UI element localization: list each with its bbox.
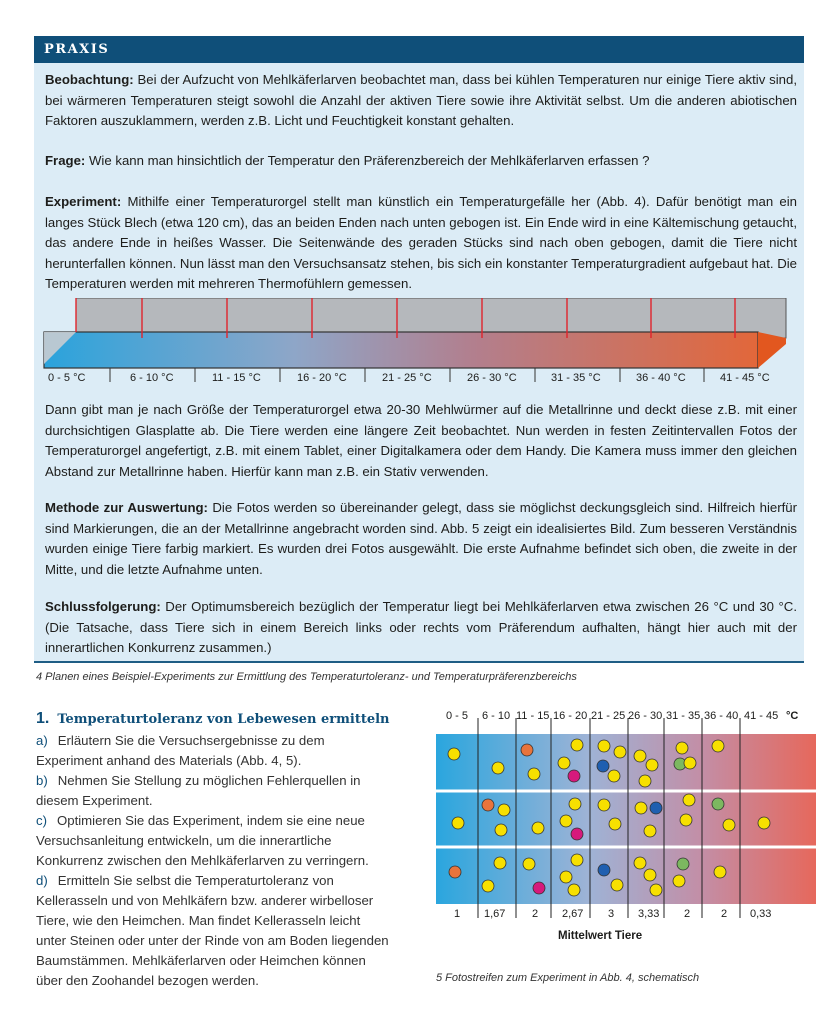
larva-dot [569, 798, 581, 810]
larva-dot [571, 854, 583, 866]
frage-label: Frage: [45, 153, 86, 168]
mean-values-row [438, 908, 818, 922]
mean-value: 1 [454, 908, 461, 920]
praxis-box [34, 36, 804, 663]
schlussfolgerung-paragraph [45, 597, 797, 659]
beobachtung-paragraph [45, 70, 797, 132]
organ-range-label: 36 - 40 °C [636, 372, 686, 384]
larva-dot [644, 869, 656, 881]
larva-dot [680, 814, 692, 826]
task-section [36, 709, 392, 991]
larva-dot [609, 818, 621, 830]
mean-value: 3,33 [638, 908, 660, 920]
larva-dot [758, 817, 770, 829]
organ-range-label: 6 - 10 °C [130, 372, 174, 384]
schlussfolgerung-label: Schlussfolgerung: [45, 599, 161, 614]
strip-range-header [438, 708, 818, 724]
larva-dot [521, 744, 533, 756]
task-item-text: Ermitteln Sie selbst die Temperaturtoleranz von Kellerasseln und von Mehlkäfern bzw. anderer wirbelloser Tiere, wie den Heimchen. Man findet Kellerasseln leicht unter Steinen oder unter der Rinde von am Boden liegenden Baumstämmen. Mehlkäferlarven oder Heimchen können über den Zoohandel bezogen werden. [36, 873, 389, 988]
strip-range-label: 0 - 5 [446, 710, 469, 722]
strip-range-label: 6 - 10 [482, 710, 511, 722]
larva-dot [598, 740, 610, 752]
organ-range-label: 16 - 20 °C [297, 372, 347, 384]
methode-paragraph [45, 498, 797, 580]
mean-value: 3 [608, 908, 615, 920]
larva-dot [597, 760, 609, 772]
larva-dot [673, 875, 685, 887]
organ-range-label: 21 - 25 °C [382, 372, 432, 384]
larva-dot [650, 802, 662, 814]
organ-hot-end [758, 332, 786, 368]
task-item-label: a) [36, 733, 48, 748]
organ-range-label: 41 - 45 °C [720, 372, 770, 384]
experiment-label: Experiment: [45, 194, 122, 209]
frage-text: Wie kann man hinsichtlich der Temperatur den Präferenzbereich der Mehlkäferlarven erfassen ? [85, 153, 650, 168]
larva-dot [614, 746, 626, 758]
strip-range-label: 16 - 20 [553, 710, 588, 722]
strip-range-label: 11 - 15 [516, 710, 550, 722]
larva-dot [684, 757, 696, 769]
larva-dot [639, 775, 651, 787]
larva-dot [492, 762, 504, 774]
larva-dot [634, 750, 646, 762]
task-item-label: c) [36, 813, 47, 828]
larva-dot [482, 799, 494, 811]
organ-range-label: 26 - 30 °C [467, 372, 517, 384]
task-item-text: Optimieren Sie das Experiment, indem sie eine neue Versuchsanleitung entwickeln, um die innerartliche Konkurrenz zwischen den Mehlkäferlarven zu verringern. [36, 813, 369, 868]
task-item-d [36, 871, 392, 991]
larva-dot [644, 825, 656, 837]
figure5-photo-strips [430, 708, 820, 998]
beobachtung-text: Bei der Aufzucht von Mehlkäferlarven beobachtet man, dass bei kühlen Temperaturen nur einige Tiere aktiv sind, bei wärmeren Temperaturen steigt sowohl die Anzahl der aktiven Tiere sowie ihre Aktivität selbst. Um die anderen abiotischen Faktoren auszuklammern, werden z.B. Licht und Feuchtigkeit konstant gehalten. [45, 72, 797, 128]
dann-paragraph: Dann gibt man je nach Größe der Temperaturorgel etwa 20-30 Mehlwürmer auf die Metallrinne und deckt diese z.B. mit einer durchsichtigen Glasplatte ab. Die Tiere werden eine längere Zeit beobachtet. Nun werden in festen Zeitintervallen Fotos der Temperaturorgel angefertigt, z.B. mit einem Tablet, einer Digitalkamera oder dem Handy. Die Kamera muss immer den gleichen Abstand zur Metallrinne haben. Hierfür kann man z.B. ein Stativ verwenden. [45, 402, 797, 479]
task-item-a [36, 731, 392, 771]
experiment-paragraph [45, 192, 797, 295]
larva-dot [598, 799, 610, 811]
figure5-caption: 5 Fotostreifen zum Experiment in Abb. 4, schematisch [436, 972, 700, 984]
larva-dot [712, 798, 724, 810]
larva-dot [634, 857, 646, 869]
larva-dot [494, 857, 506, 869]
schlussfolgerung-text: Der Optimumsbereich bezüglich der Temperatur liegt bei Mehlkäferlarven etwa zwischen 26 °C und 30 °C. (Die Tatsache, dass Tiere sich in einem Bereich links oder rechts vom Präferendum aufhalten, hängt hier auch mit der innerartlichen Konkurrenz zusammen.) [45, 599, 797, 655]
organ-range-label: 31 - 35 °C [551, 372, 601, 384]
strip-range-label: 41 - 45 [744, 710, 779, 722]
mean-value: 2,67 [562, 908, 584, 920]
task-item-label: b) [36, 773, 48, 788]
strip-range-label: 31 - 35 [666, 710, 701, 722]
larva-dot [560, 815, 572, 827]
larva-dot [608, 770, 620, 782]
larva-dot [448, 748, 460, 760]
larva-dot [533, 882, 545, 894]
larva-dot [611, 879, 623, 891]
mean-value: 2 [532, 908, 539, 920]
organ-range-label: 0 - 5 °C [48, 372, 86, 384]
larva-dot [495, 824, 507, 836]
larva-dot [650, 884, 662, 896]
larva-dot [571, 828, 583, 840]
larva-dot [482, 880, 494, 892]
larva-dot [598, 864, 610, 876]
larva-dot [498, 804, 510, 816]
figure4-caption: 4 Planen eines Beispiel-Experiments zur Ermittlung des Temperaturtoleranz- und Temperaturpräferenzbereichs [36, 671, 577, 683]
larva-dot [635, 802, 647, 814]
larva-dot [452, 817, 464, 829]
mean-value: 0,33 [750, 908, 772, 920]
larva-dot [568, 770, 580, 782]
larva-dot [712, 740, 724, 752]
task-title [36, 709, 392, 730]
task-number: 1. [36, 710, 50, 727]
larva-dot [558, 757, 570, 769]
larva-dot [568, 884, 580, 896]
strip-range-label: 21 - 25 [591, 710, 626, 722]
mean-value: 2 [684, 908, 691, 920]
methode-text: Die Fotos werden so übereinander gelegt, dass sie möglichst deckungsgleich sind. Hilfreich hierfür sind Markierungen, die an der Metallrinne angebracht worden sind. Abb. 5 zeigt ein idealisiertes Bild. Zum besseren Verständnis wurden einige Tiere farbig markiert. Es wurden drei Fotos ausgewählt. Die erste Aufnahme befindet sich oben, die zweite in der Mitte, und die letzte Aufnahme unten. [45, 500, 797, 577]
strip-background [436, 734, 816, 904]
larva-dot [560, 871, 572, 883]
larva-dot [723, 819, 735, 831]
task-item-b [36, 771, 392, 811]
strip-range-label: 36 - 40 [704, 710, 739, 722]
strip-range-label: 26 - 30 [628, 710, 663, 722]
praxis-header: PRAXIS [34, 36, 804, 63]
task-item-text: Erläutern Sie die Versuchsergebnisse zu dem Experiment anhand des Materials (Abb. 4, 5). [36, 733, 325, 768]
larva-dot [676, 742, 688, 754]
larva-dot [571, 739, 583, 751]
temperature-organ-figure [34, 298, 804, 388]
beobachtung-label: Beobachtung: [45, 72, 134, 87]
methode-label: Methode zur Auswertung: [45, 500, 208, 515]
photo-strips-drawing [430, 708, 820, 923]
larva-dot [646, 759, 658, 771]
task-item-text: Nehmen Sie Stellung zu möglichen Fehlerquellen in diesem Experiment. [36, 773, 361, 808]
larva-dot [714, 866, 726, 878]
larva-dot [528, 768, 540, 780]
task-item-c [36, 811, 392, 871]
organ-range-label: 11 - 15 °C [212, 372, 261, 384]
larva-dot [532, 822, 544, 834]
larva-dot [523, 858, 535, 870]
organ-range-labels [42, 372, 782, 386]
mean-label: Mittelwert Tiere [558, 930, 643, 942]
task-item-label: d) [36, 873, 48, 888]
larva-dot [449, 866, 461, 878]
mean-value: 1,67 [484, 908, 506, 920]
larva-dot [683, 794, 695, 806]
task-title-text: Temperaturtoleranz von Lebewesen ermitteln [57, 712, 390, 727]
larva-dot [677, 858, 689, 870]
experiment-text: Mithilfe einer Temperaturorgel stellt man künstlich ein Temperaturgefälle her (Abb. 4). Dafür benötigt man ein langes Stück Blech (etwa 120 cm), das an beiden Enden nach unten gebogen ist. Ein Ende wird in eine Kältemischung getaucht, das andere Ende in heißes Wasser. Die Seitenwände des geraden Stücks sind nach oben gebogen, damit die Tiere nicht herunterfallen können. Nun lässt man den Versuchsansatz stehen, bis sich ein konstanter Temperaturgradient aufgebaut hat. Die Temperaturen werden mit mehreren Thermofühlern gemessen. [45, 194, 797, 291]
mean-value: 2 [721, 908, 728, 920]
frage-paragraph [45, 151, 797, 172]
strip-unit-label: °C [786, 710, 799, 722]
